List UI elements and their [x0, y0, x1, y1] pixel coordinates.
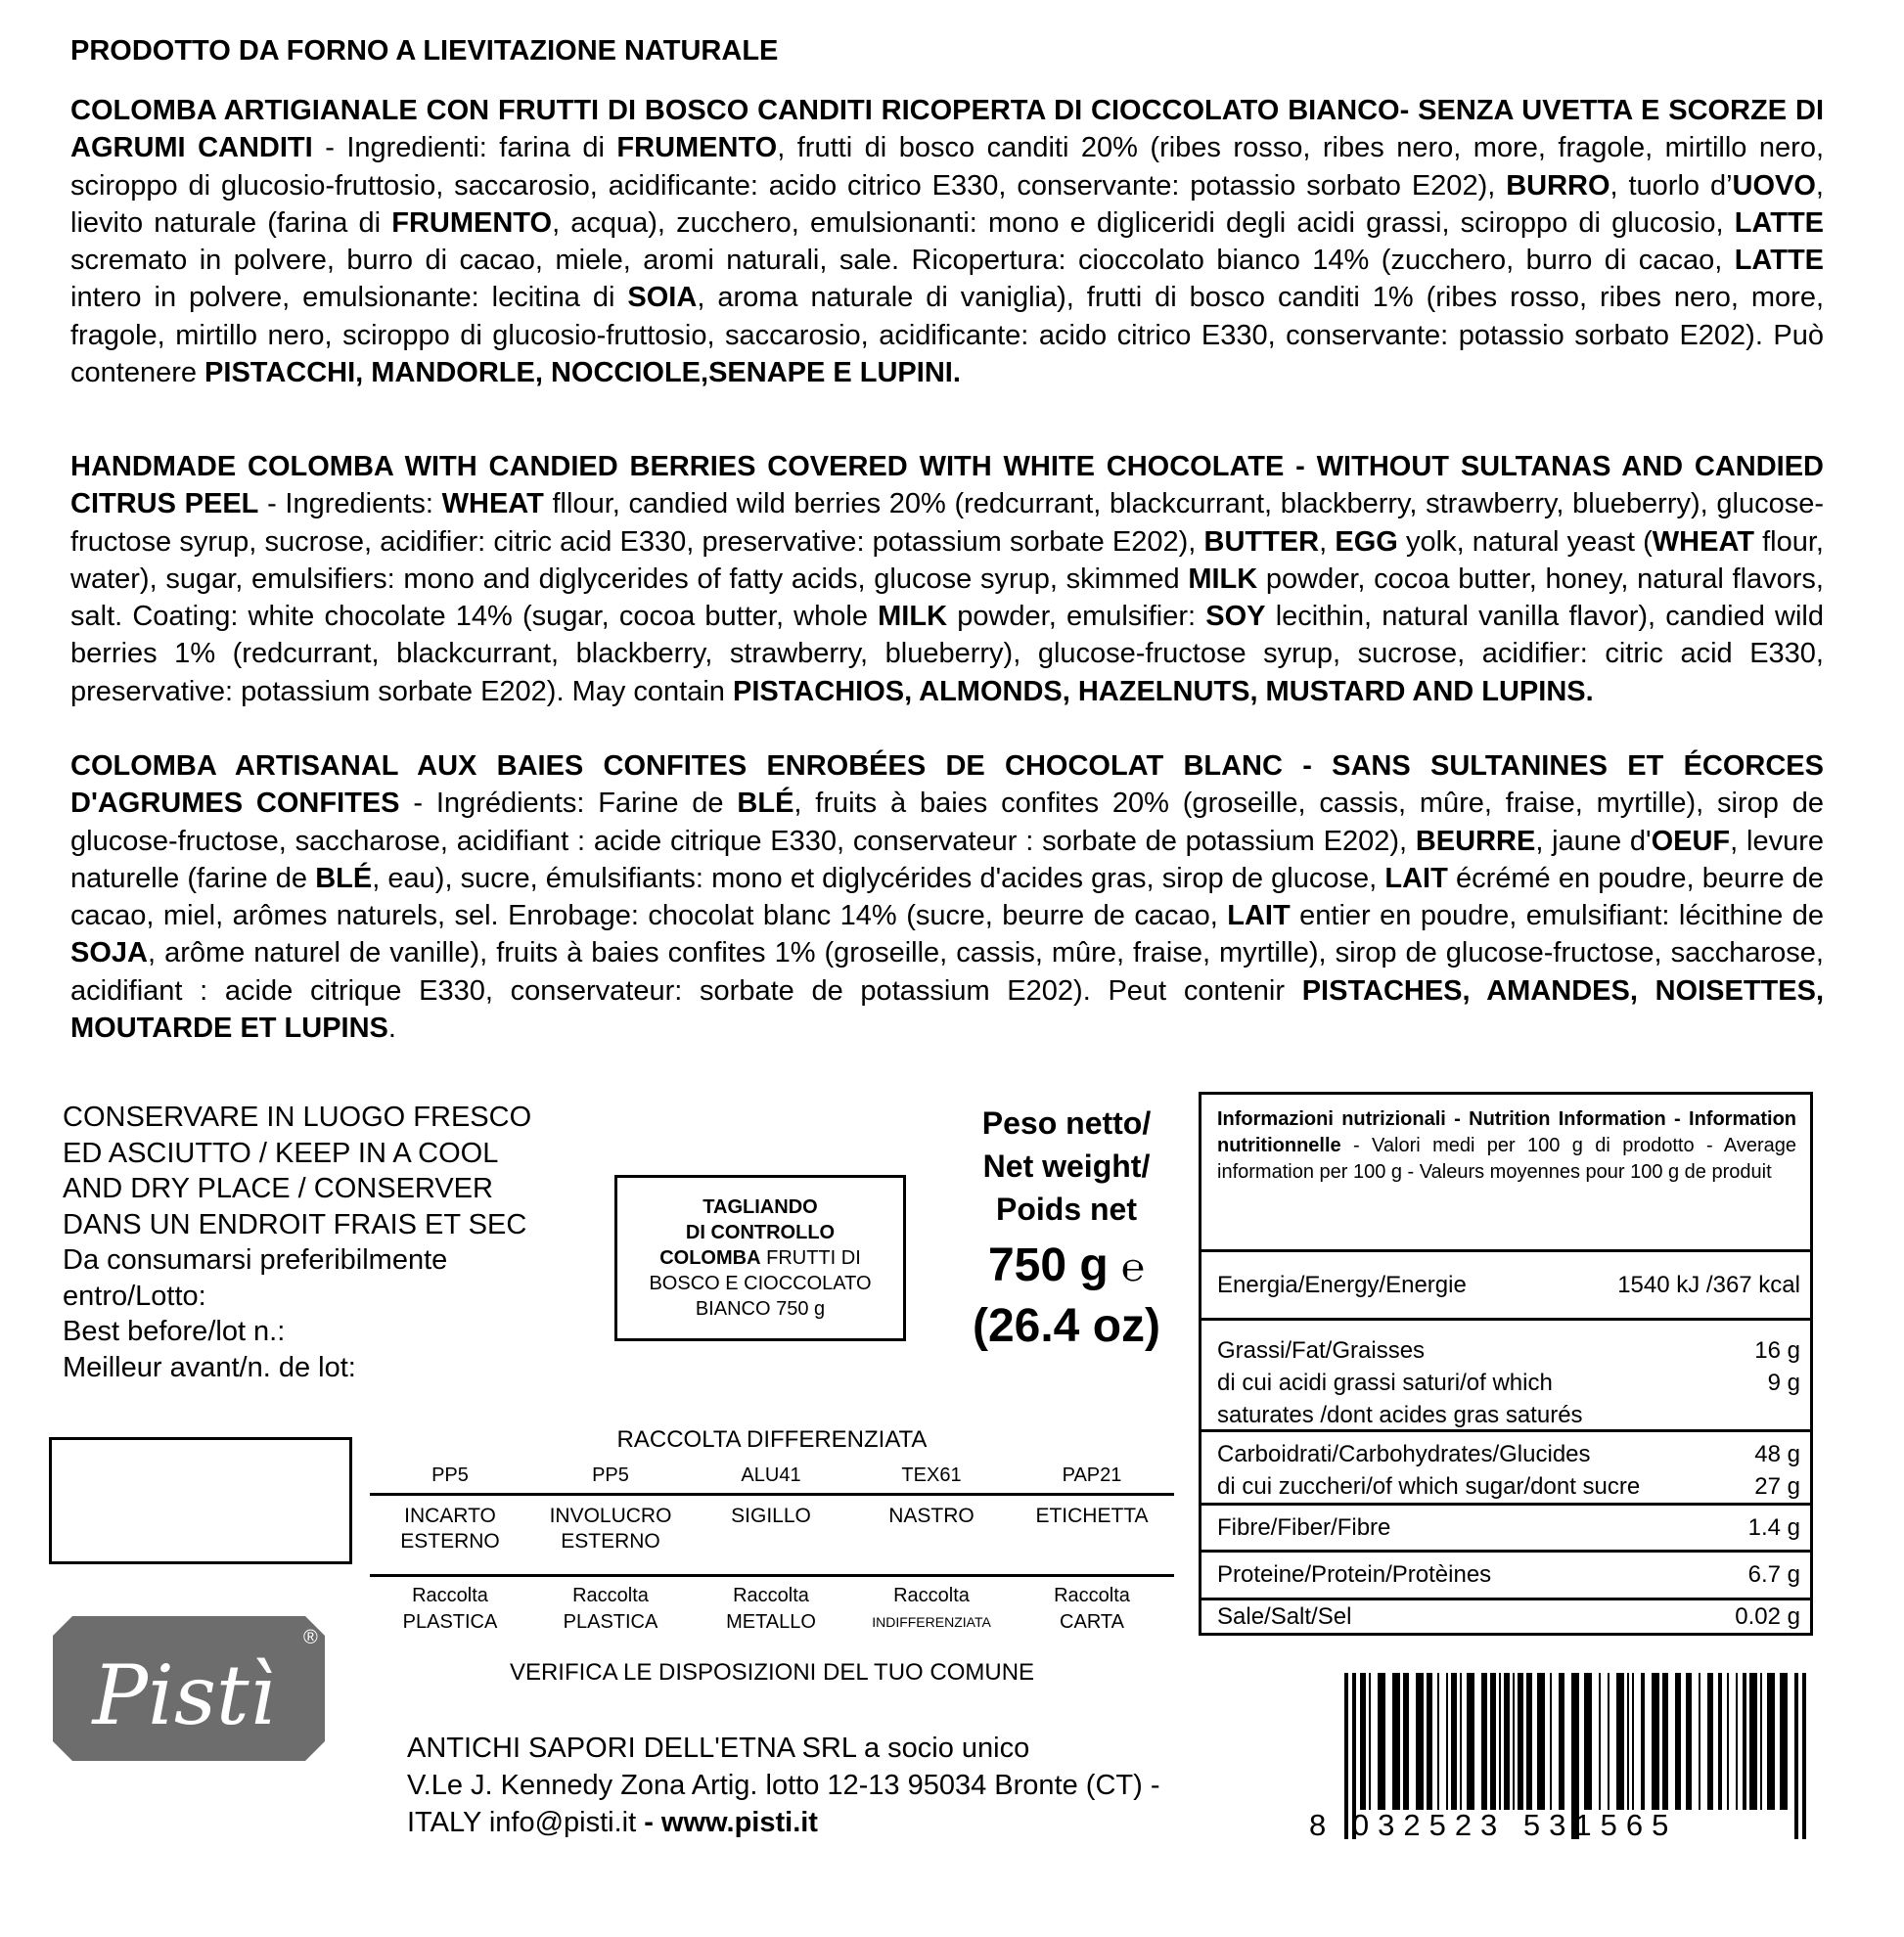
- recycling-codes-row: [370, 1458, 1172, 1493]
- material-code: PP5: [592, 1464, 629, 1486]
- material-code: TEX61: [901, 1464, 962, 1486]
- packaging-item: INCARTO ESTERNO: [400, 1505, 500, 1553]
- collection-bin: Raccolta PLASTICA: [402, 1585, 498, 1633]
- barcode-number: 8 032523 531565: [1309, 1808, 1678, 1842]
- nutrition-header: Informazioni nutrizionali - Nutrition Information - Information nutritionnelle - Valori medi per 100 g di prodotto - Average information per 100 g - Valeurs moyennes pour 100 g de produit: [1217, 1108, 1796, 1183]
- ingredients-italian: COLOMBA ARTIGIANALE CON FRUTTI DI BOSCO CANDITI RICOPERTA DI CIOCCOLATO BIANCO- SENZA UVETTA E SCORZE DI AGRUMI CANDITI - Ingredienti: farina di FRUMENTO, frutti di bosco canditi 20% (ribes rosso, ribes nero, more, fragole, mirtillo nero, sciroppo di glucosio-fruttosio, saccarosio, acidificante: acido citrico E330, conservante: potassio sorbato E202), BURRO, tuorlo d’UOVO, lievito naturale (farina di FRUMENTO, acqua), zucchero, emulsionanti: mono e digliceridi degli acidi grassi, sciroppo di glucosio, LATTE scremato in polvere, burro di cacao, miele, aromi naturali, sale. Ricopertura: cioccolato bianco 14% (zucchero, burro di cacao, LATTE intero in polvere, emulsionante: lecitina di SOIA, aroma naturale di vaniglia), frutti di bosco canditi 1% (ribes rosso, ribes nero, more, fragole, mirtillo nero, sciroppo di glucosio-fruttosio, saccarosio, acidificante: acido citrico E330, conservante: potassio sorbato E202). Può contenere PISTACCHI, MANDORLE, NOCCIOLE,SENAPE E LUPINI.: [70, 95, 1825, 389]
- nutrition-row-fibre: Fibre/Fiber/Fibre 1.4 g: [1201, 1503, 1810, 1550]
- barcode-bar: [1378, 1673, 1385, 1810]
- net-weight-label-en: Net weight/: [982, 1149, 1151, 1184]
- barcode-bar: [1743, 1673, 1746, 1810]
- barcode-bar: [1699, 1673, 1700, 1810]
- barcode-bar: [1499, 1673, 1501, 1810]
- nutrition-row-carbohydrates: Carboidrati/Carbohydrates/Glucides di cui zuccheri/of which sugar/dont sucre 48 g 27 g: [1201, 1429, 1810, 1503]
- best-before-line: Best before/lot n.:: [63, 1316, 286, 1347]
- barcode-bar: [1584, 1673, 1592, 1810]
- nutrition-row-protein: Proteine/Protein/Protèines 6.7 g: [1201, 1550, 1810, 1598]
- barcode-bar: [1392, 1673, 1400, 1810]
- company-address: V.Le J. Kennedy Zona Artig. lotto 12-13 95034 Bronte (CT) -: [407, 1770, 1160, 1801]
- net-weight-label-it: Peso netto/: [981, 1105, 1152, 1141]
- barcode-bar: [1627, 1673, 1629, 1810]
- packaging-item: SIGILLO: [731, 1505, 811, 1527]
- material-code: ALU41: [741, 1464, 801, 1486]
- material-code: PAP21: [1062, 1464, 1122, 1486]
- ingredients-french: COLOMBA ARTISANAL AUX BAIES CONFITES ENROBÉES DE CHOCOLAT BLANC - SANS SULTANINES ET ÉCORCES D'AGRUMES CONFITES - Ingrédients: Farine de BLÉ, fruits à baies confites 20% (groseille, cassis, mûre, fraise, myrtille), sirop de glucose-fructose, saccharose, acidifiant : acide citrique E330, conservateur : sorbate de potassium E202), BEURRE, jaune d'OEUF, levure naturelle (farine de BLÉ, eau), sucre, émulsifiants: mono et diglycérides d'acides gras, sirop de glucose, LAIT écrémé en poudre, beurre de cacao, miel, arômes naturels, sel. Enrobage: chocolat blanc 14% (sucre, beurre de cacao, LAIT entier en poudre, emulsifiant: lécithine de SOJA, arôme naturel de vanille), fruits à baies confites 1% (groseille, cassis, mûre, fraise, myrtille), sirop de glucose-fructose, saccharose, acidifiant : acide citrique E330, conservateur: sorbate de potassium E202). Peut contenir PISTACHES, AMANDES, NOISETTES, MOUTARDE ET LUPINS.: [70, 750, 1825, 1045]
- barcode-bar: [1662, 1673, 1668, 1810]
- recycling-title: RACCOLTA DIFFERENZIATA: [616, 1426, 928, 1453]
- recycling-items-row: [370, 1496, 1172, 1574]
- barcode-bar: [1360, 1673, 1366, 1810]
- barcode-bar: [1727, 1673, 1729, 1810]
- barcode-bar: [1608, 1673, 1609, 1810]
- barcode-bar: [1427, 1673, 1432, 1810]
- barcode-bar: [1490, 1673, 1496, 1810]
- barcode-bar: [1369, 1673, 1371, 1810]
- net-weight-label-fr: Poids net: [995, 1192, 1137, 1227]
- barcode-bar: [1518, 1673, 1523, 1810]
- barcode-bar: [1467, 1673, 1474, 1810]
- barcode-bar: [1767, 1673, 1775, 1810]
- collection-bin: Raccolta CARTA: [1054, 1585, 1130, 1633]
- logo-wordmark: Pistì: [92, 1647, 276, 1743]
- barcode-bar: [1718, 1673, 1722, 1810]
- company-contact: ITALY info@pisti.it - www.pisti.it: [407, 1807, 818, 1838]
- barcode-bar: [1403, 1673, 1409, 1810]
- barcode-bar: [1504, 1673, 1510, 1810]
- barcode-bar: [1481, 1673, 1487, 1810]
- packaging-item: INVOLUCRO ESTERNO: [549, 1505, 672, 1553]
- collection-bin: Raccolta PLASTICA: [563, 1585, 658, 1633]
- net-weight-value: 750 g: [987, 1239, 1109, 1291]
- barcode-bar: [1451, 1673, 1457, 1810]
- company-name: ANTICHI SAPORI DELL'ETNA SRL a socio unico: [407, 1733, 1030, 1764]
- barcode-bar: [1686, 1673, 1692, 1810]
- best-before-line: Da consumarsi preferibilmente: [63, 1244, 448, 1276]
- barcode-bar: [1416, 1673, 1424, 1810]
- barcode-bar: [1632, 1673, 1634, 1810]
- barcode-bar: [1559, 1673, 1564, 1810]
- material-code: PP5: [431, 1464, 469, 1486]
- barcode-bar: [1736, 1673, 1738, 1810]
- barcode-bar: [1780, 1673, 1788, 1810]
- packaging-item: NASTRO: [888, 1505, 975, 1527]
- recycling-table: [370, 1422, 1174, 1687]
- net-weight: [939, 1102, 1194, 1354]
- barcode-bar: [1641, 1673, 1645, 1810]
- storage-line: CONSERVARE IN LUOGO FRESCO: [63, 1102, 532, 1133]
- barcode-bar: [1675, 1673, 1681, 1810]
- barcode-bar: [1599, 1673, 1601, 1810]
- barcode-bar: [1652, 1673, 1659, 1810]
- heading-en: HANDMADE COLOMBA WITH CANDIED BERRIES COVERED WITH WHITE CHOCOLATE - WITHOUT SULTANAS AND CANDIED CITRUS PEEL: [70, 451, 1824, 520]
- control-coupon-box: TAGLIANDO DI CONTROLLO COLOMBA FRUTTI DI BOSCO E CIOCCOLATO BIANCO 750 g: [614, 1175, 906, 1341]
- barcode-bar: [1616, 1673, 1624, 1810]
- company-info: [407, 1730, 1160, 1841]
- barcode-bar: [1446, 1673, 1448, 1810]
- blank-stamp-box: [49, 1437, 352, 1564]
- storage-line: AND DRY PLACE / CONSERVER: [63, 1173, 493, 1204]
- barcode-bar: [1550, 1673, 1552, 1810]
- collection-bin: Raccolta METALLO: [726, 1585, 816, 1633]
- heading-it: COLOMBA ARTIGIANALE CON FRUTTI DI BOSCO CANDITI RICOPERTA DI CIOCCOLATO BIANCO- SENZA UVETTA E SCORZE DI AGRUMI CANDITI: [70, 95, 1824, 164]
- recycling-bins-row: [370, 1577, 1172, 1636]
- barcode-bar: [1437, 1673, 1439, 1810]
- storage-line: ED ASCIUTTO / KEEP IN A COOL: [63, 1137, 499, 1169]
- recycling-note: VERIFICA LE DISPOSIZIONI DEL TUO COMUNE: [509, 1659, 1035, 1686]
- estimated-sign-icon: ℮: [1121, 1245, 1146, 1290]
- barcode-bar: [1707, 1673, 1713, 1810]
- nutrition-table: [1199, 1092, 1813, 1636]
- collection-bin: Raccolta INDIFFERENZIATA: [872, 1585, 991, 1630]
- website-link: www.pisti.it: [660, 1807, 818, 1838]
- barcode-bar: [1526, 1673, 1532, 1810]
- best-before-line: entro/Lotto:: [63, 1280, 206, 1312]
- net-weight-oz: (26.4 oz): [972, 1300, 1161, 1352]
- nutrition-row-salt: Sale/Salt/Sel 0.02 g: [1201, 1598, 1810, 1633]
- best-before-line: Meilleur avant/n. de lot:: [63, 1351, 356, 1383]
- storage-instructions: [63, 1100, 611, 1385]
- barcode-bar: [1460, 1673, 1462, 1810]
- barcode-bar: [1760, 1673, 1762, 1810]
- heading-fr: COLOMBA ARTISANAL AUX BAIES CONFITES ENROBÉES DE CHOCOLAT BLANC - SANS SULTANINES ET ÉCORCES D'AGRUMES CONFITES: [70, 750, 1824, 820]
- barcode-bar: [1749, 1673, 1757, 1810]
- packaging-item: ETICHETTA: [1035, 1505, 1149, 1527]
- barcode-bar: [1513, 1673, 1515, 1810]
- storage-line: DANS UN ENDROIT FRAIS ET SEC: [63, 1208, 527, 1240]
- registered-mark-icon: ®: [303, 1627, 318, 1648]
- pisti-logo: [51, 1614, 327, 1763]
- barcode-bar: [1537, 1673, 1545, 1810]
- nutrition-row-energy: Energia/Energy/Energie 1540 kJ /367 kcal: [1201, 1249, 1810, 1318]
- product-type-title: PRODOTTO DA FORNO A LIEVITAZIONE NATURALE: [70, 35, 779, 67]
- ingredients-english: HANDMADE COLOMBA WITH CANDIED BERRIES COVERED WITH WHITE CHOCOLATE - WITHOUT SULTANAS AND CANDIED CITRUS PEEL - Ingredients: WHEAT fllour, candied wild berries 20% (redcurrant, blackcurrant, blackberry, strawberry, blueberry), glucose-fructose syrup, sucrose, acidifier: citric acid E330, preservative: potassium sorbate E202), BUTTER, EGG yolk, natural yeast (WHEAT flour, water), sugar, emulsifiers: mono and diglycerides of fatty acids, glucose syrup, skimmed MILK powder, cocoa butter, honey, natural flavors, salt. Coating: white chocolate 14% (sugar, cocoa butter, whole MILK powder, emulsifier: SOY lecithin, natural vanilla flavor), candied wild berries 1% (redcurrant, blackcurrant, blackberry, strawberry, blueberry), glucose-fructose syrup, sucrose, acidifier: citric acid E330, preservative: potassium sorbate E202). May contain PISTACHIOS, ALMONDS, HAZELNUTS, MUSTARD AND LUPINS.: [70, 451, 1824, 707]
- nutrition-row-fat: Grassi/Fat/Graisses di cui acidi grassi saturi/of which saturates /dont acides gras saturés 16 g 9 g: [1201, 1318, 1810, 1429]
